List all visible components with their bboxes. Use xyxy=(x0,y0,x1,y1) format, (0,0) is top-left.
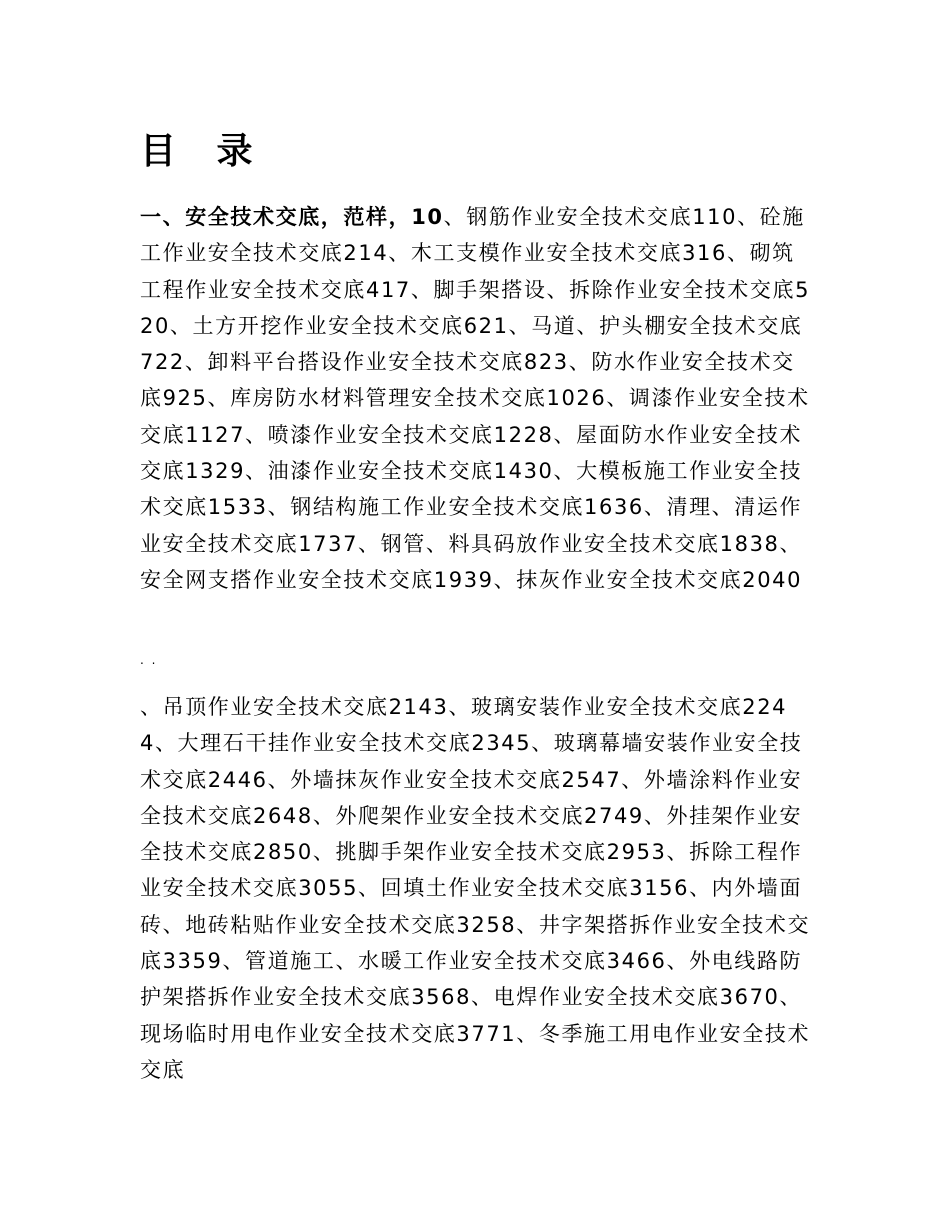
toc-paragraph-1 xyxy=(140,199,812,598)
toc-entries-1: 、钢筋作业安全技术交底110、砼施工作业安全技术交底214、木工支模作业安全技术交底316、砌筑工程作业安全技术交底417、脚手架搭设、拆除作业安全技术交底520、土方开挖作业安全技术交底621、马道、护头棚安全技术交底722、卸料平台搭设作业安全技术交底823、防水作业安全技术交底925、库房防水材料管理安全技术交底1026、调漆作业安全技术交底1127、喷漆作业安全技术交底1228、屋面防水作业安全技术交底1329、油漆作业安全技术交底1430、大模板施工作业安全技术交底1533、钢结构施工作业安全技术交底1636、清理、清运作业安全技术交底1737、钢管、料具码放作业安全技术交底1838、安全网支搭作业安全技术交底1939、抹灰作业安全技术交底2040 xyxy=(140,205,811,592)
page-separator: . . xyxy=(140,653,158,667)
toc-section-heading: 一、安全技术交底，范样，10 xyxy=(140,205,444,229)
page-title: 目 录 xyxy=(140,131,267,172)
toc-paragraph-2: 、吊顶作业安全技术交底2143、玻璃安装作业安全技术交底2244、大理石干挂作业安全技术交底2345、玻璃幕墙安装作业安全技术交底2446、外墙抹灰作业安全技术交底2547、外墙涂料作业安全技术交底2648、外爬架作业安全技术交底2749、外挂架作业安全技术交底2850、挑脚手架作业安全技术交底2953、拆除工程作业安全技术交底3055、回填土作业安全技术交底3156、内外墙面砖、地砖粘贴作业安全技术交底3258、井字架搭拆作业安全技术交底3359、管道施工、水暖工作业安全技术交底3466、外电线路防护架搭拆作业安全技术交底3568、电焊作业安全技术交底3670、现场临时用电作业安全技术交底3771、冬季施工用电作业安全技术交底 xyxy=(140,695,811,1082)
